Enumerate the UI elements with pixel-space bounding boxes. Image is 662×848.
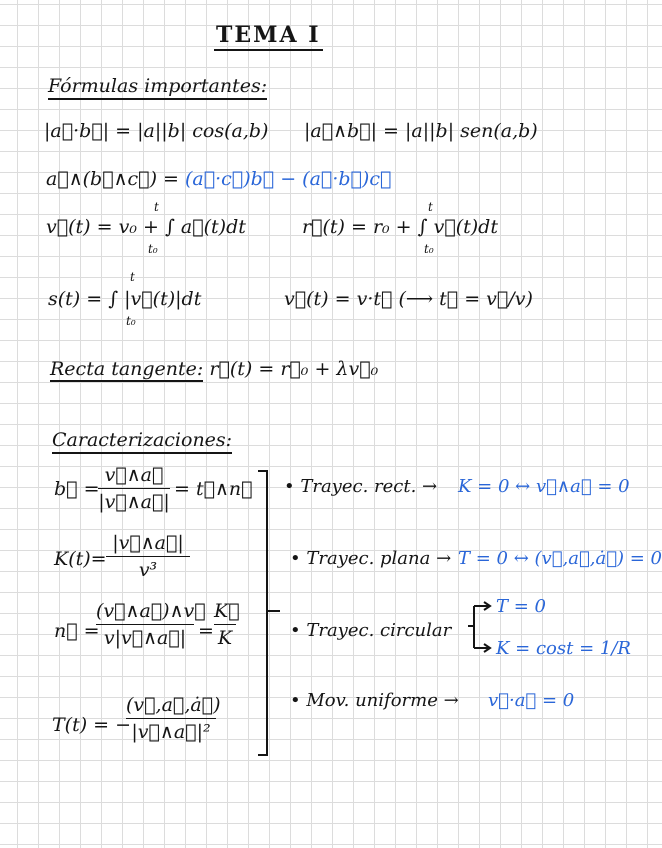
tangent-line [50, 356, 378, 382]
triple-rhs: (a⃗·c⃗)b⃗ − (a⃗·b⃗)c⃗ [184, 168, 392, 190]
uniform-label: • Mov. uniforme → [290, 690, 459, 711]
arc-lower-limit: t₀ [126, 314, 136, 328]
formula-triple-product [46, 166, 391, 192]
formula-velocity: v⃗(t) = v₀ + ∫ a⃗(t)dt [46, 216, 246, 238]
formula-dot-product: |a⃗·b⃗| = |a||b| cos(a,b) [44, 120, 269, 142]
tangent-label: Recta tangente: [50, 358, 204, 380]
velocity-lower-limit: t₀ [148, 242, 158, 256]
circular-brace [466, 596, 492, 654]
circular-condition-curvature: K = cost = 1/R [496, 638, 631, 659]
binormal-lhs: b⃗ = [54, 478, 100, 500]
normal-denominator: v|v⃗∧a⃗| [103, 627, 187, 649]
rectilinear-label: • Trayec. rect. → [284, 476, 438, 497]
formula-position: r⃗(t) = r₀ + ∫ v⃗(t)dt [302, 216, 498, 238]
page-title: TEMA I [214, 22, 323, 51]
circular-label: • Trayec. circular [290, 620, 452, 641]
plane-label: • Trayec. plana → [290, 548, 452, 569]
binormal-numerator: v⃗∧a⃗ [104, 464, 164, 486]
uniform-condition: v⃗·a⃗ = 0 [488, 690, 575, 711]
formulas-heading: Fórmulas importantes: [48, 74, 267, 100]
position-lower-limit: t₀ [424, 242, 434, 256]
normal-k-numerator: K⃗ [214, 600, 240, 622]
curvature-lhs: K(t)= [54, 548, 107, 570]
curvature-numerator: |v⃗∧a⃗| [112, 532, 184, 554]
formula-arc-length: s(t) = ∫ |v⃗(t)|dt [48, 288, 202, 310]
binormal-denominator: |v⃗∧a⃗| [98, 491, 170, 513]
position-upper-limit: t [428, 200, 433, 214]
formula-cross-product: |a⃗∧b⃗| = |a||b| sen(a,b) [304, 120, 538, 142]
torsion-lhs: T(t) = − [52, 714, 132, 736]
torsion-numerator: (v⃗,a⃗,ȧ⃗) [126, 694, 221, 716]
bracket-tick [266, 610, 280, 612]
torsion-fraction [126, 694, 221, 743]
binormal-rhs: = t⃗∧n⃗ [174, 478, 253, 500]
normal-numerator: (v⃗∧a⃗)∧v⃗ [96, 600, 206, 622]
normal-fraction [96, 600, 206, 649]
curvature-denominator: v³ [138, 559, 158, 581]
formula-speed: v⃗(t) = v·t⃗ (⟶ t⃗ = v⃗/v) [284, 288, 533, 310]
arc-upper-limit: t [130, 270, 135, 284]
fraction-bar [106, 556, 190, 557]
normal-k-denominator: K [217, 627, 233, 649]
binormal-fraction [98, 464, 170, 513]
normal-equals: = [198, 620, 214, 642]
fraction-bar [98, 488, 170, 489]
fraction-bar [96, 624, 194, 625]
triple-lhs: a⃗∧(b⃗∧c⃗) = [46, 168, 185, 190]
fraction-bar [126, 718, 216, 719]
normal-k-fraction [214, 600, 240, 649]
plane-condition: T = 0 ↔ (v⃗,a⃗,ȧ⃗) = 0 [458, 548, 662, 569]
characterizations-heading: Caracterizaciones: [52, 428, 232, 454]
normal-lhs: n⃗ = [54, 620, 100, 642]
fraction-bar [214, 624, 236, 625]
torsion-denominator: |v⃗∧a⃗|² [131, 721, 211, 743]
rectilinear-condition: K = 0 ↔ v⃗∧a⃗ = 0 [458, 476, 630, 497]
tangent-equation: r⃗(t) = r⃗₀ + λv⃗₀ [209, 358, 379, 380]
curvature-fraction [106, 532, 190, 581]
circular-condition-torsion: T = 0 [496, 596, 546, 617]
velocity-upper-limit: t [154, 200, 159, 214]
right-bracket [258, 470, 268, 756]
